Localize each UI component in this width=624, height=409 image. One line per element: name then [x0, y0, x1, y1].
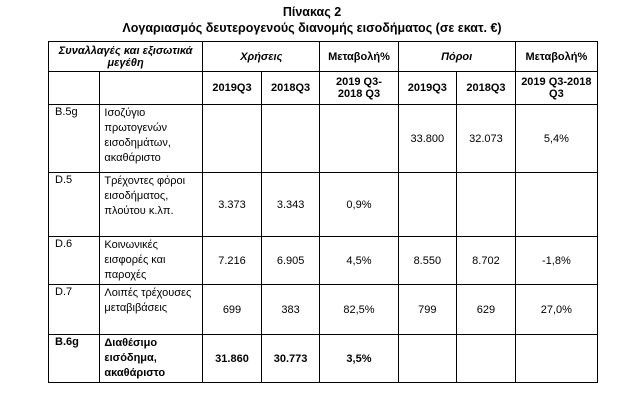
header-transactions: Συναλλαγές και εξισωτικά μεγέθη	[49, 42, 203, 72]
uses-2018q3-cell: 383	[261, 285, 320, 335]
row-code: D.7	[49, 285, 100, 335]
income-distribution-table	[48, 41, 598, 383]
header-uses-change-period: 2019 Q3-2018 Q3	[320, 72, 398, 105]
header-uses-2019q3: 2019Q3	[203, 72, 262, 105]
header-uses-2018q3: 2018Q3	[261, 72, 320, 105]
uses-change-cell: 3,5%	[320, 335, 398, 383]
header-empty-desc	[100, 72, 203, 105]
uses-2018q3-cell: 6.905	[261, 237, 320, 285]
uses-2018q3-cell: 3.343	[261, 173, 320, 237]
res-change-cell	[515, 173, 597, 237]
res-2019q3-cell	[398, 335, 457, 383]
res-change-cell	[515, 335, 597, 383]
table-title: Πίνακας 2	[282, 5, 342, 19]
header-empty-code	[49, 72, 100, 105]
uses-change-cell: 4,5%	[320, 237, 398, 285]
uses-2019q3-cell: 31.860	[203, 335, 262, 383]
table-subtitle: Λογαριασμός δευτερογενούς διανομής εισοδήματος (σε εκατ. €)	[122, 21, 502, 35]
row-description: Ισοζύγιο πρωτογενών εισοδημάτων, ακαθάριστο	[100, 105, 203, 173]
header-row-2	[49, 72, 598, 105]
table-row	[49, 173, 598, 237]
uses-2018q3-cell: 30.773	[261, 335, 320, 383]
row-description: Κοινωνικές εισφορές και παροχές	[100, 237, 203, 285]
res-change-cell: -1,8%	[515, 237, 597, 285]
res-2018q3-cell: 8.702	[457, 237, 516, 285]
row-description: Τρέχοντες φόροι εισοδήματος, πλούτου κ.λπ.	[100, 173, 203, 237]
header-row-1	[49, 42, 598, 72]
header-uses: Χρήσεις	[203, 42, 320, 72]
res-change-cell: 5,4%	[515, 105, 597, 173]
table-row	[49, 335, 598, 383]
row-code: B.5g	[49, 105, 100, 173]
table-title-block	[0, 4, 624, 36]
row-code: B.6g	[49, 335, 100, 383]
row-code: D.6	[49, 237, 100, 285]
res-2019q3-cell: 799	[398, 285, 457, 335]
res-2018q3-cell: 32.073	[457, 105, 516, 173]
row-code: D.5	[49, 173, 100, 237]
res-2019q3-cell: 33.800	[398, 105, 457, 173]
uses-2019q3-cell: 7.216	[203, 237, 262, 285]
uses-change-cell: 82,5%	[320, 285, 398, 335]
res-2019q3-cell: 8.550	[398, 237, 457, 285]
uses-2019q3-cell: 699	[203, 285, 262, 335]
header-res-change-period: 2019 Q3-2018 Q3	[515, 72, 597, 105]
header-res-2018q3: 2018Q3	[457, 72, 516, 105]
res-2018q3-cell	[457, 335, 516, 383]
res-2018q3-cell: 629	[457, 285, 516, 335]
uses-2019q3-cell: 3.373	[203, 173, 262, 237]
uses-2019q3-cell	[203, 105, 262, 173]
header-change-uses: Μεταβολή%	[320, 42, 398, 72]
header-change-resources: Μεταβολή%	[515, 42, 597, 72]
header-res-2019q3: 2019Q3	[398, 72, 457, 105]
header-resources: Πόροι	[398, 42, 515, 72]
res-2018q3-cell	[457, 173, 516, 237]
uses-change-cell	[320, 105, 398, 173]
table-row	[49, 237, 598, 285]
uses-change-cell: 0,9%	[320, 173, 398, 237]
table-row	[49, 285, 598, 335]
table-row	[49, 105, 598, 173]
row-description: Λοιπές τρέχουσες μεταβιβάσεις	[100, 285, 203, 335]
row-description: Διαθέσιμο εισόδημα, ακαθάριστο	[100, 335, 203, 383]
res-change-cell: 27,0%	[515, 285, 597, 335]
uses-2018q3-cell	[261, 105, 320, 173]
res-2019q3-cell	[398, 173, 457, 237]
